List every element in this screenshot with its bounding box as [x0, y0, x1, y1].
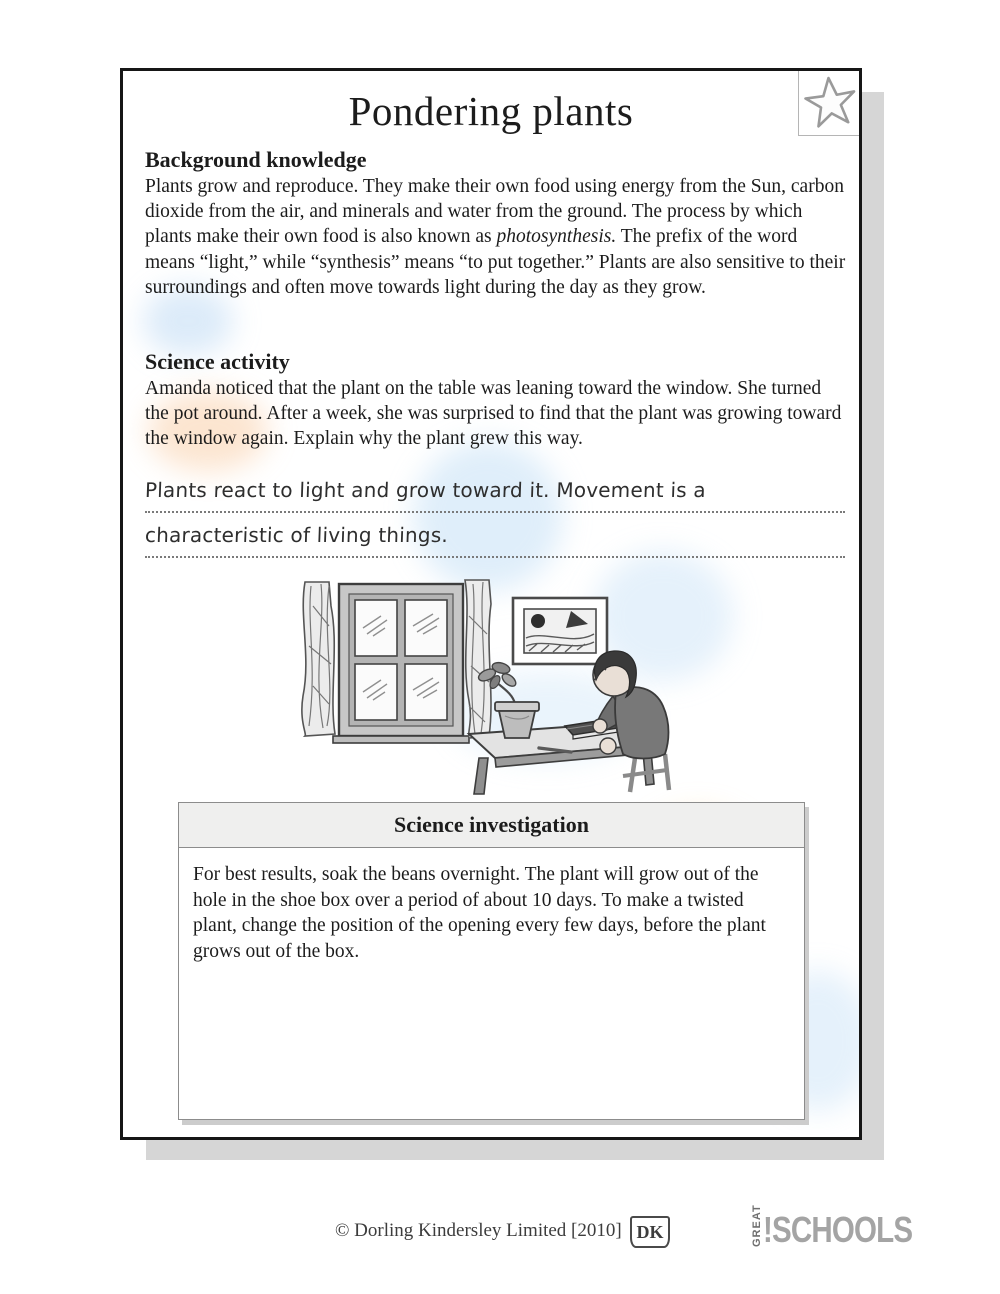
curtain-left	[302, 582, 335, 736]
worksheet-page	[120, 68, 862, 1140]
handwritten-answer-1: Plants react to light and grow toward it. Movement is a	[144, 478, 707, 502]
background-knowledge-text	[145, 174, 847, 300]
window	[333, 584, 469, 743]
greatschools-main-text: !SCHOOLS	[763, 1209, 913, 1250]
science-activity-heading: Science activity	[145, 349, 290, 374]
background-text-italic: photosynthesis.	[496, 226, 617, 248]
greatschools-logo	[751, 1204, 945, 1250]
picture-frame	[513, 598, 607, 664]
background-text-part2: The prefix of the word means “light,” while “synthesis” means “to put together.” Plants are also sensitive to their surroundings and often move towards light during the day as they grow.	[145, 226, 846, 298]
background-knowledge-heading: Background knowledge	[145, 147, 367, 172]
science-investigation-text: For best results, soak the beans overnight. The plant will grow out of the hole in the shoe box over a period of about 10 days. To make a twisted plant, change the position of the opening every few days, before the plant grows out of the box.	[193, 864, 766, 962]
window-pane	[405, 664, 447, 720]
boy	[593, 651, 669, 792]
handwritten-answer-2: characteristic of living things.	[144, 523, 449, 547]
footer	[0, 1204, 1000, 1262]
dk-logo-text: DK	[636, 1221, 664, 1242]
answer-line-2	[145, 523, 845, 558]
watermark-blob	[413, 441, 563, 591]
greatschools-vertical-text: GREAT	[751, 1204, 763, 1247]
curtain-right	[465, 580, 491, 738]
science-investigation-box	[178, 802, 805, 1120]
window-pane	[405, 600, 447, 656]
copyright-text: © Dorling Kindersley Limited [2010]	[335, 1220, 622, 1241]
answer-line-1	[145, 478, 845, 513]
background-text-part1: Plants grow and reproduce. They make their own food using energy from the Sun, carbon dioxide from the air, and minerals and water from the ground. The process by which plants make their own food is also known as	[145, 176, 844, 248]
illustration-boy-plant-window	[283, 576, 683, 796]
science-activity-text: Amanda noticed that the plant on the table was leaning toward the window. She turned the pot around. After a week, she was surprised to find that the plant was growing toward the window again. Explain why the plant grew this way.	[145, 378, 842, 450]
dk-logo	[630, 1216, 670, 1248]
page-title: Pondering plants	[348, 88, 634, 134]
science-investigation-heading: Science investigation	[179, 803, 804, 848]
